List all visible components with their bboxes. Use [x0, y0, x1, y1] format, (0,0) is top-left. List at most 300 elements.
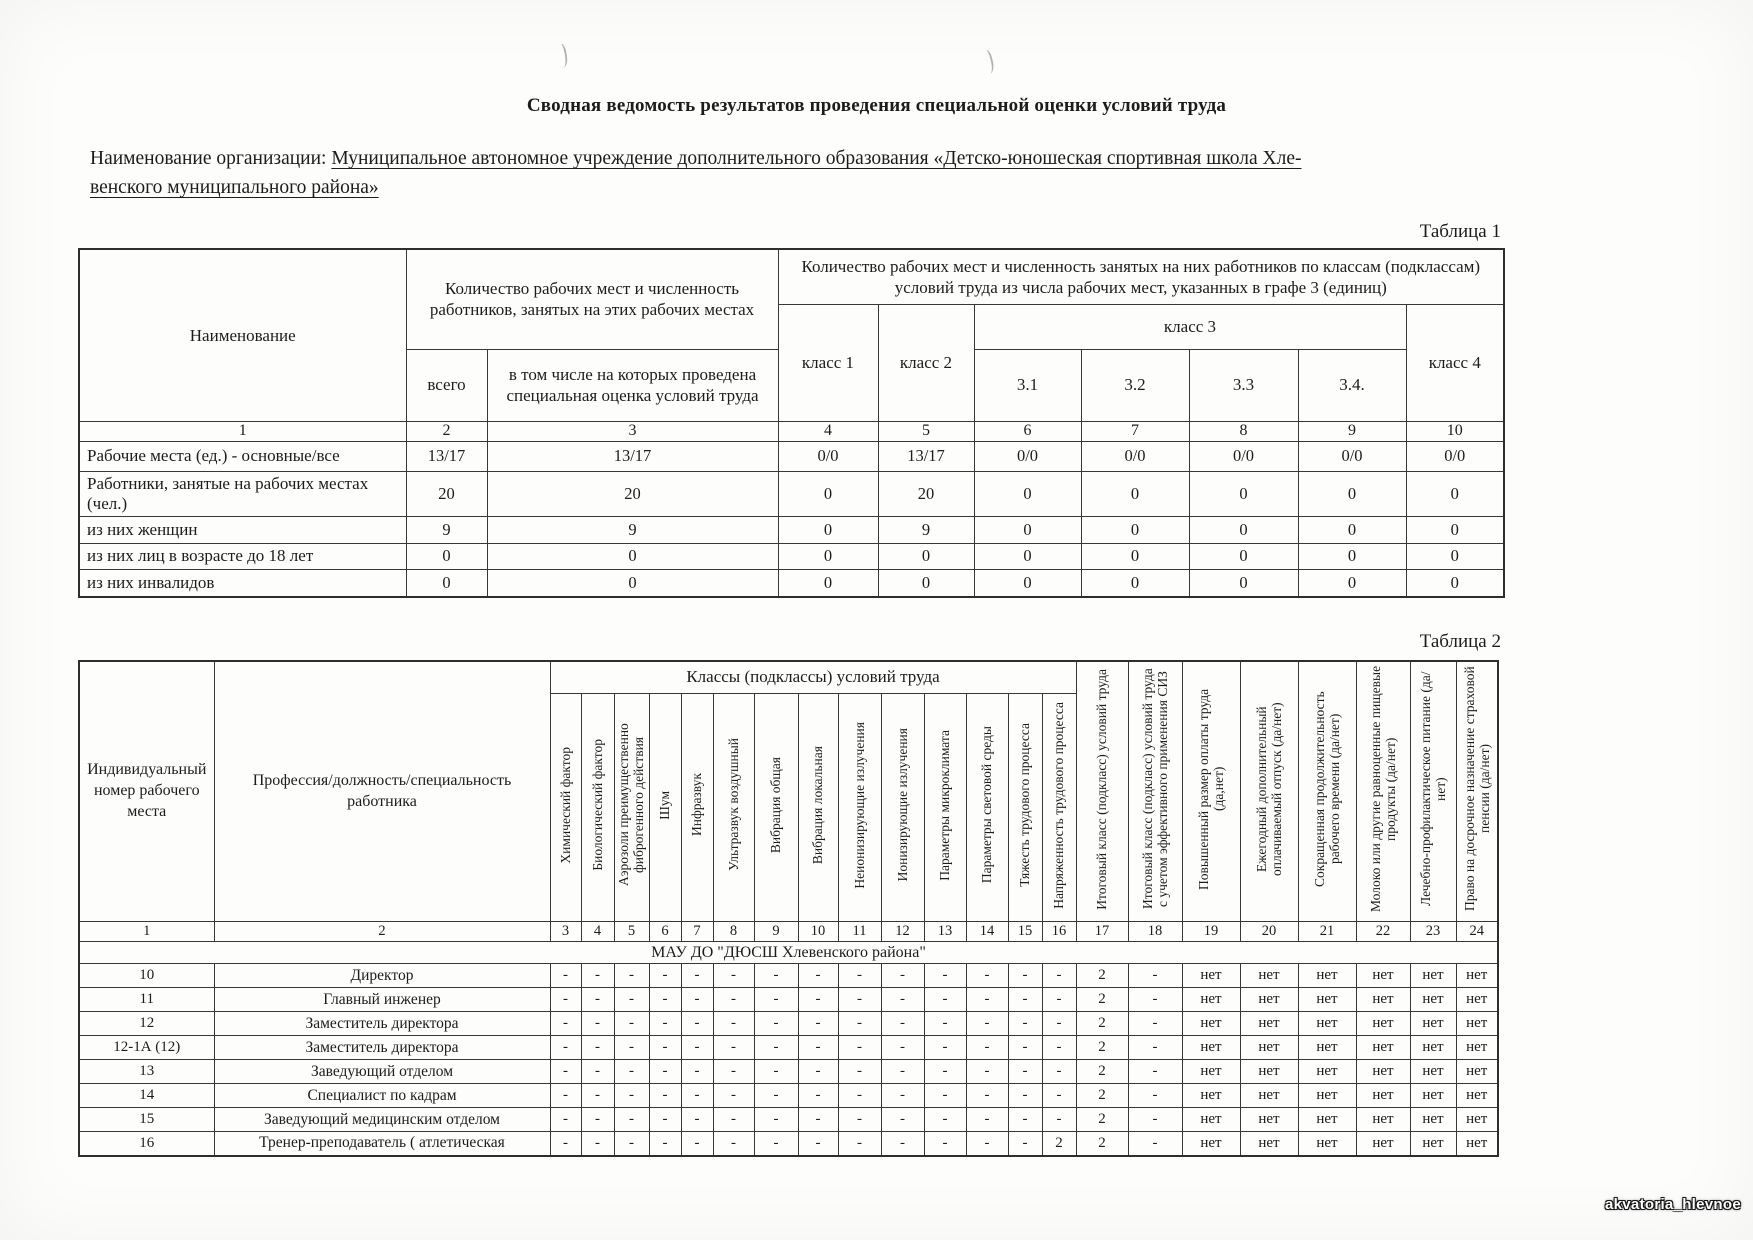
t2-factor-column-header [713, 693, 754, 921]
t2-result-column-header [1410, 661, 1456, 922]
t2-column-number: 3 [550, 922, 581, 942]
t2-factor-column-header [1042, 693, 1076, 921]
t2-value-cell: - [1008, 1012, 1042, 1036]
t2-result-column-header [1076, 661, 1128, 922]
t2-value-cell: нет [1456, 1084, 1498, 1108]
t2-value-cell: нет [1356, 1084, 1410, 1108]
organization-name-part2: венского муниципального района» [90, 177, 379, 199]
t2-value-cell: нет [1298, 1036, 1356, 1060]
t2-value-cell: нет [1240, 1060, 1298, 1084]
t2-value-cell: нет [1240, 964, 1298, 988]
t2-value-cell: - [581, 1108, 614, 1132]
t2-value-cell: 2 [1076, 1132, 1128, 1156]
t2-value-cell: - [1128, 988, 1182, 1012]
t2-value-cell: - [649, 1060, 681, 1084]
t2-value-cell: нет [1456, 1036, 1498, 1060]
t1-value-cell: 0/0 [1081, 441, 1189, 471]
t1-value-cell: 0 [1298, 516, 1406, 543]
t2-value-cell: нет [1356, 1132, 1410, 1156]
t2-factor-column-header [581, 693, 614, 921]
t2-value-cell: - [1042, 1060, 1076, 1084]
t1-header-class3-3: 3.3 [1189, 349, 1298, 421]
t2-value-cell: - [1008, 1036, 1042, 1060]
t2-value-cell: - [881, 964, 924, 988]
t1-head [79, 249, 1504, 421]
t2-value-cell: нет [1298, 1012, 1356, 1036]
t2-value-cell: - [966, 1036, 1008, 1060]
t2-value-cell: - [713, 1084, 754, 1108]
t1-value-cell: 0 [1406, 516, 1504, 543]
t2-value-cell: - [754, 1132, 798, 1156]
t2-value-cell: - [924, 988, 966, 1012]
t2-value-cell: нет [1182, 964, 1240, 988]
t1-value-cell: 0 [778, 471, 878, 516]
t2-value-cell: - [1008, 1132, 1042, 1156]
t2-value-cell: нет [1298, 1084, 1356, 1108]
t2-workplace-number: 13 [79, 1060, 214, 1084]
t2-value-cell: нет [1456, 1132, 1498, 1156]
t2-column-number: 20 [1240, 922, 1298, 942]
t1-data-row [79, 516, 1504, 543]
t1-value-cell: 0 [1189, 471, 1298, 516]
t2-factor-column-header [966, 693, 1008, 921]
t2-value-cell: - [649, 1012, 681, 1036]
t2-factor-column-label: Параметры световой среды [979, 726, 995, 884]
t2-value-cell: - [649, 964, 681, 988]
t1-value-cell: 0 [487, 569, 778, 597]
t1-value-cell: 0 [1081, 569, 1189, 597]
t2-value-cell: - [681, 1060, 713, 1084]
t2-value-cell: - [614, 1036, 649, 1060]
t1-value-cell: 0 [778, 543, 878, 569]
t1-header-class3-1: 3.1 [974, 349, 1081, 421]
t2-value-cell: - [881, 1108, 924, 1132]
t2-value-cell: нет [1410, 1108, 1456, 1132]
t1-value-cell: 0 [1406, 471, 1504, 516]
t2-value-cell: - [881, 1012, 924, 1036]
t2-value-cell: 2 [1076, 964, 1128, 988]
t1-row-label: из них женщин [79, 516, 406, 543]
t2-value-cell: - [1128, 1132, 1182, 1156]
t1-value-cell: 20 [487, 471, 778, 516]
t2-value-cell: - [1128, 964, 1182, 988]
t1-value-cell: 0 [778, 516, 878, 543]
t2-value-cell: - [581, 1132, 614, 1156]
t2-profession: Тренер-преподаватель ( атлетическая [214, 1132, 550, 1156]
t2-workplace-row [79, 1012, 1498, 1036]
t2-value-cell: нет [1182, 1012, 1240, 1036]
t2-value-cell: - [798, 964, 838, 988]
table2-workplaces [78, 660, 1499, 1157]
t2-value-cell: - [713, 988, 754, 1012]
t2-value-cell: - [581, 964, 614, 988]
t2-value-cell: - [581, 1036, 614, 1060]
t2-value-cell: - [966, 1060, 1008, 1084]
t2-value-cell: - [881, 988, 924, 1012]
t2-value-cell: - [924, 1084, 966, 1108]
t2-factor-column-header [1008, 693, 1042, 921]
organization-label: Наименование организации: [90, 148, 327, 169]
t2-value-cell: - [1008, 988, 1042, 1012]
t2-result-column-header [1298, 661, 1356, 922]
t1-header-class3-2: 3.2 [1081, 349, 1189, 421]
t2-value-cell: нет [1456, 988, 1498, 1012]
t2-column-number: 15 [1008, 922, 1042, 942]
t2-column-number: 22 [1356, 922, 1410, 942]
t2-body [79, 922, 1498, 1156]
t2-column-number: 1 [79, 922, 214, 942]
t2-workplace-number: 14 [79, 1084, 214, 1108]
t2-value-cell: - [681, 988, 713, 1012]
t2-value-cell: - [754, 964, 798, 988]
t2-value-cell: - [1128, 1108, 1182, 1132]
t2-org-group-row [79, 942, 1498, 964]
t2-factor-column-label: Шум [657, 790, 673, 820]
t2-value-cell: - [966, 1012, 1008, 1036]
t2-column-number: 24 [1456, 922, 1498, 942]
t2-value-cell: нет [1240, 1012, 1298, 1036]
t2-value-cell: - [550, 1108, 581, 1132]
t2-value-cell: - [798, 1060, 838, 1084]
t1-value-cell: 0 [1189, 516, 1298, 543]
t2-value-cell: нет [1298, 964, 1356, 988]
t2-value-cell: нет [1410, 988, 1456, 1012]
t2-value-cell: - [550, 964, 581, 988]
t2-value-cell: нет [1456, 964, 1498, 988]
t2-factor-column-header [881, 693, 924, 921]
t1-value-cell: 0 [1081, 471, 1189, 516]
t2-value-cell: - [649, 1084, 681, 1108]
t2-value-cell: - [754, 988, 798, 1012]
t1-header-class3-4: 3.4. [1298, 349, 1406, 421]
t2-value-cell: - [924, 964, 966, 988]
t2-value-cell: - [838, 988, 881, 1012]
t2-value-cell: - [798, 988, 838, 1012]
t1-value-cell: 0 [406, 569, 487, 597]
t1-column-number: 10 [1406, 421, 1504, 441]
t2-header-classes-group: Классы (подклассы) условий труда [550, 661, 1076, 693]
t1-row-label: Работники, занятые на рабочих местах (чел.) [79, 471, 406, 516]
t1-value-cell: 0 [974, 569, 1081, 597]
t2-value-cell: 2 [1076, 1084, 1128, 1108]
t1-header-total: всего [406, 349, 487, 421]
t1-row-label: из них инвалидов [79, 569, 406, 597]
t1-body [79, 421, 1504, 597]
t2-value-cell: - [924, 1132, 966, 1156]
t2-factor-column-label: Параметры микроклимата [937, 729, 953, 881]
t2-factor-column-header [798, 693, 838, 921]
t2-value-cell: нет [1240, 988, 1298, 1012]
t2-value-cell: нет [1356, 1108, 1410, 1132]
t2-value-cell: нет [1240, 1108, 1298, 1132]
t2-column-number: 21 [1298, 922, 1356, 942]
table2-caption: Таблица 2 [1419, 631, 1501, 652]
t2-value-cell: - [881, 1060, 924, 1084]
t2-value-cell: нет [1240, 1084, 1298, 1108]
t2-profession: Заместитель директора [214, 1036, 550, 1060]
t2-value-cell: - [614, 1060, 649, 1084]
t2-factor-column-label: Аэрозоли преимущественно фиброгенного действия [616, 723, 647, 887]
t2-value-cell: - [754, 1012, 798, 1036]
t2-value-cell: нет [1410, 964, 1456, 988]
t1-column-number: 5 [878, 421, 974, 441]
t2-value-cell: нет [1182, 988, 1240, 1012]
t2-profession: Директор [214, 964, 550, 988]
t1-column-number: 1 [79, 421, 406, 441]
t1-row-label: Рабочие места (ед.) - основные/все [79, 441, 406, 471]
t2-value-cell: - [614, 1108, 649, 1132]
t2-value-cell: нет [1182, 1108, 1240, 1132]
t2-workplace-number: 16 [79, 1132, 214, 1156]
t1-data-row [79, 471, 1504, 516]
t2-column-number: 5 [614, 922, 649, 942]
t2-profession: Специалист по кадрам [214, 1084, 550, 1108]
t1-data-row [79, 441, 1504, 471]
t1-header-assessed: в том числе на которых проведена специальная оценка условий труда [487, 349, 778, 421]
t1-header-group-jobs: Количество рабочих мест и численность работников, занятых на этих рабочих местах [406, 249, 778, 349]
t1-value-cell: 0 [1081, 543, 1189, 569]
t1-value-cell: 0 [1406, 569, 1504, 597]
t2-column-number: 19 [1182, 922, 1240, 942]
t2-value-cell: нет [1240, 1132, 1298, 1156]
t2-value-cell: - [798, 1012, 838, 1036]
t2-value-cell: нет [1182, 1036, 1240, 1060]
t2-value-cell: нет [1298, 1132, 1356, 1156]
t2-factor-column-label: Ультразвук воздушный [725, 738, 741, 872]
t2-number-row [79, 922, 1498, 942]
t2-value-cell: - [681, 1036, 713, 1060]
t2-value-cell: - [713, 1108, 754, 1132]
t2-result-column-label: Повышенный размер оплаты труда (да,нет) [1195, 688, 1226, 890]
t2-result-column-header [1240, 661, 1298, 922]
t2-value-cell: нет [1410, 1036, 1456, 1060]
t1-value-cell: 13/17 [487, 441, 778, 471]
t2-value-cell: нет [1356, 964, 1410, 988]
t2-column-number: 10 [798, 922, 838, 942]
t2-column-number: 9 [754, 922, 798, 942]
t2-value-cell: - [754, 1084, 798, 1108]
organization-line-2 [90, 173, 1670, 202]
t2-value-cell: - [798, 1108, 838, 1132]
t2-column-number: 2 [214, 922, 550, 942]
t1-data-row [79, 543, 1504, 569]
t2-value-cell: - [1008, 1084, 1042, 1108]
t1-value-cell: 0 [1189, 569, 1298, 597]
t1-value-cell: 0 [1081, 516, 1189, 543]
t2-factor-column-label: Тяжесть трудового процесса [1017, 723, 1033, 887]
t2-result-column-header [1356, 661, 1410, 922]
t1-value-cell: 0 [1406, 543, 1504, 569]
t2-column-number: 16 [1042, 922, 1076, 942]
t2-value-cell: нет [1298, 988, 1356, 1012]
t2-value-cell: - [838, 964, 881, 988]
t2-value-cell: - [754, 1108, 798, 1132]
t2-value-cell: 2 [1042, 1132, 1076, 1156]
t2-header-row1 [79, 661, 1498, 693]
t2-value-cell: - [966, 1108, 1008, 1132]
t1-value-cell: 0 [487, 543, 778, 569]
t2-value-cell: - [649, 988, 681, 1012]
t2-column-number: 14 [966, 922, 1008, 942]
t2-column-number: 23 [1410, 922, 1456, 942]
t2-value-cell: - [838, 1132, 881, 1156]
t2-column-number: 7 [681, 922, 713, 942]
t1-value-cell: 0 [1298, 471, 1406, 516]
t2-result-column-label: Право на досрочное назначение страховой пенсии (да/нет) [1461, 666, 1492, 912]
t2-value-cell: - [798, 1084, 838, 1108]
t1-value-cell: 0/0 [974, 441, 1081, 471]
t2-workplace-number: 12-1А (12) [79, 1036, 214, 1060]
t2-value-cell: - [1042, 1108, 1076, 1132]
t2-factor-column-header [649, 693, 681, 921]
t2-value-cell: - [754, 1036, 798, 1060]
t2-factor-column-header [754, 693, 798, 921]
t1-value-cell: 0/0 [778, 441, 878, 471]
t2-workplace-row [79, 1132, 1498, 1156]
t2-value-cell: нет [1298, 1060, 1356, 1084]
t2-column-number: 17 [1076, 922, 1128, 942]
organization-name-part1: Муниципальное автономное учреждение дополнительного образования «Детско-юношеская спортивная школа Хле- [331, 148, 1302, 169]
t2-value-cell: - [713, 1060, 754, 1084]
t2-column-number: 13 [924, 922, 966, 942]
t1-value-cell: 0 [974, 471, 1081, 516]
t2-value-cell: - [649, 1108, 681, 1132]
organization-line [90, 144, 1670, 203]
t2-value-cell: - [1042, 1012, 1076, 1036]
t2-result-column-label: Сокращенная продолжительность рабочего времени (да/нет) [1311, 691, 1342, 887]
t2-value-cell: - [614, 964, 649, 988]
t2-value-cell: - [581, 988, 614, 1012]
t2-column-number: 4 [581, 922, 614, 942]
t2-header-profession: Профессия/должность/специальность работника [214, 661, 550, 922]
t2-value-cell: - [966, 1084, 1008, 1108]
t2-value-cell: - [550, 1036, 581, 1060]
t2-value-cell: - [614, 988, 649, 1012]
t2-value-cell: - [681, 964, 713, 988]
t2-value-cell: - [924, 1036, 966, 1060]
t1-value-cell: 0/0 [1406, 441, 1504, 471]
t2-value-cell: - [1128, 1060, 1182, 1084]
t1-header-class3: класс 3 [974, 304, 1406, 349]
t1-header-class2: класс 2 [878, 304, 974, 421]
t2-value-cell: 2 [1076, 988, 1128, 1012]
t1-column-number: 4 [778, 421, 878, 441]
t1-row-label: из них лиц в возрасте до 18 лет [79, 543, 406, 569]
t1-value-cell: 0/0 [1189, 441, 1298, 471]
t2-value-cell: 2 [1076, 1108, 1128, 1132]
t2-value-cell: - [550, 1060, 581, 1084]
t2-value-cell: - [924, 1108, 966, 1132]
t1-value-cell: 20 [406, 471, 487, 516]
t1-header-class1: класс 1 [778, 304, 878, 421]
t2-org-group-cell: МАУ ДО "ДЮСШ Хлевенского района" [79, 942, 1498, 964]
t2-value-cell: - [838, 1084, 881, 1108]
t2-column-number: 11 [838, 922, 881, 942]
t1-value-cell: 9 [878, 516, 974, 543]
t2-value-cell: - [681, 1084, 713, 1108]
t2-value-cell: - [614, 1084, 649, 1108]
t2-result-column-label: Молоко или другие равноценные пищевые продукты (да/нет) [1367, 665, 1398, 913]
t2-column-number: 12 [881, 922, 924, 942]
t2-factor-column-label: Ионизирующие излучения [894, 728, 910, 882]
t2-value-cell: - [1128, 1036, 1182, 1060]
t1-column-number: 8 [1189, 421, 1298, 441]
t1-value-cell: 0 [1298, 543, 1406, 569]
t2-value-cell: - [1042, 964, 1076, 988]
t2-value-cell: - [838, 1060, 881, 1084]
t2-profession: Главный инженер [214, 988, 550, 1012]
table1-caption: Таблица 1 [1419, 221, 1501, 242]
t2-value-cell: нет [1182, 1084, 1240, 1108]
t2-value-cell: нет [1410, 1060, 1456, 1084]
t1-column-number: 6 [974, 421, 1081, 441]
t2-workplace-row [79, 1036, 1498, 1060]
t1-value-cell: 13/17 [406, 441, 487, 471]
t1-header-group-classes: Количество рабочих мест и численность занятых на них работников по классам (подклассам) условий труда из числа рабочих мест, указанных в графе 3 (единиц) [778, 249, 1504, 304]
t1-number-row [79, 421, 1504, 441]
t2-factor-column-label: Неионизирующие излучения [851, 721, 867, 889]
t2-value-cell: - [649, 1132, 681, 1156]
t2-value-cell: - [1008, 964, 1042, 988]
t2-workplace-row [79, 1060, 1498, 1084]
t2-value-cell: - [1042, 1084, 1076, 1108]
t2-value-cell: - [649, 1036, 681, 1060]
t2-result-column-header [1456, 661, 1498, 922]
t2-value-cell: - [713, 1132, 754, 1156]
t2-value-cell: нет [1356, 1060, 1410, 1084]
t1-column-number: 3 [487, 421, 778, 441]
t2-value-cell: - [1128, 1084, 1182, 1108]
t2-workplace-number: 10 [79, 964, 214, 988]
t2-factor-column-label: Химический фактор [557, 746, 573, 864]
t2-result-column-header [1128, 661, 1182, 922]
t2-header-workplace-number: Индивидуальный номер рабочего места [79, 661, 214, 922]
t2-value-cell: - [581, 1012, 614, 1036]
t2-value-cell: - [838, 1012, 881, 1036]
t2-value-cell: - [681, 1012, 713, 1036]
t2-value-cell: - [1042, 1036, 1076, 1060]
t2-profession: Заведующий медицинским отделом [214, 1108, 550, 1132]
t1-value-cell: 0 [1298, 569, 1406, 597]
t2-value-cell: - [550, 1012, 581, 1036]
t1-value-cell: 0 [974, 543, 1081, 569]
t2-value-cell: - [798, 1036, 838, 1060]
t2-value-cell: - [924, 1060, 966, 1084]
t2-value-cell: - [798, 1132, 838, 1156]
t2-value-cell: нет [1182, 1060, 1240, 1084]
t2-column-number: 8 [713, 922, 754, 942]
scan-artifact [554, 43, 569, 69]
t2-value-cell: нет [1456, 1012, 1498, 1036]
t1-value-cell: 0 [778, 569, 878, 597]
t1-column-number: 2 [406, 421, 487, 441]
t2-value-cell: нет [1456, 1108, 1498, 1132]
t2-value-cell: - [681, 1108, 713, 1132]
t2-workplace-row [79, 964, 1498, 988]
t2-head [79, 661, 1498, 922]
t1-header-name: Наименование [79, 249, 406, 421]
t1-value-cell: 9 [487, 516, 778, 543]
table1-summary [78, 248, 1505, 598]
t2-value-cell: - [838, 1036, 881, 1060]
t1-value-cell: 13/17 [878, 441, 974, 471]
t1-value-cell: 0 [406, 543, 487, 569]
t2-value-cell: - [881, 1036, 924, 1060]
watermark: akvatoria_hlevnoe [1605, 1196, 1741, 1213]
t2-result-column-header [1182, 661, 1240, 922]
t2-value-cell: - [1128, 1012, 1182, 1036]
t1-value-cell: 0 [878, 543, 974, 569]
